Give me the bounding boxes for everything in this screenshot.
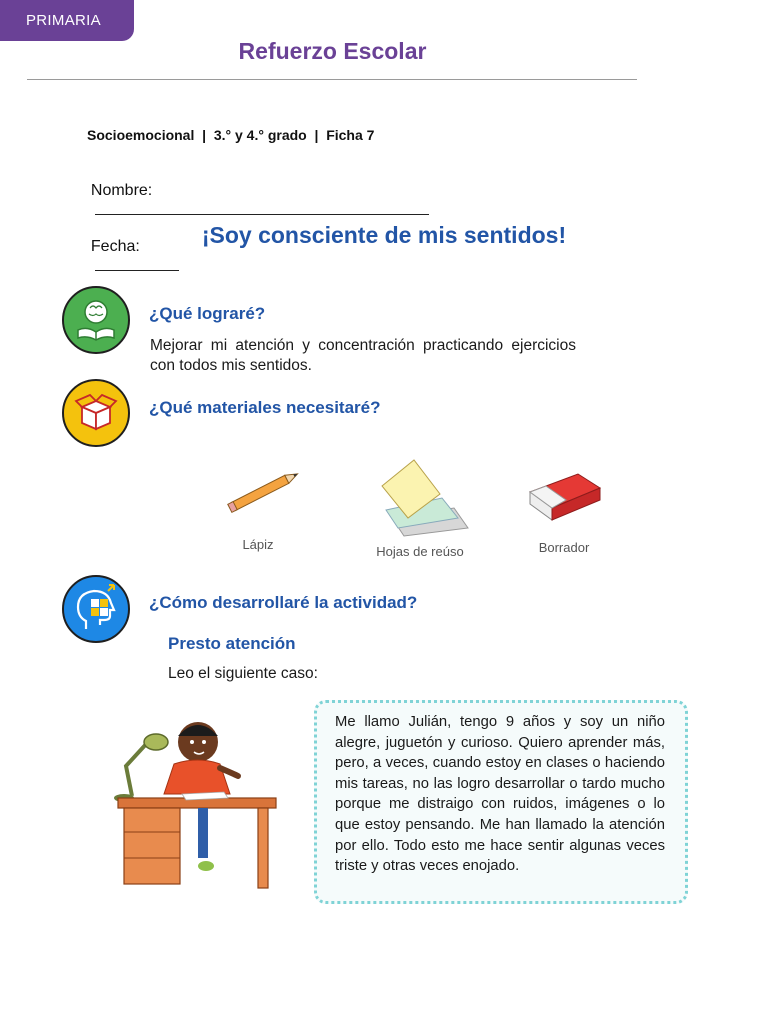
level-tab: PRIMARIA: [0, 0, 134, 41]
material-label: Hojas de reúso: [376, 544, 464, 559]
course-meta: Socioemocional | 3.° y 4.° grado | Ficha 7: [87, 127, 375, 143]
page-title: Refuerzo Escolar: [238, 38, 427, 64]
materials-title: ¿Qué materiales necesitaré?: [149, 398, 381, 417]
box-icon: [62, 379, 130, 447]
material-label: Borrador: [538, 540, 590, 555]
pencil-icon: [218, 470, 308, 514]
paper-sheets-icon: [378, 458, 474, 538]
brain-book-icon: [62, 286, 130, 354]
title-divider: [27, 79, 637, 80]
date-label: Fecha:: [90, 238, 140, 255]
activity-headline: ¡Soy consciente de mis sentidos!: [201, 222, 567, 248]
eraser-icon: [526, 470, 604, 524]
name-label: Nombre:: [90, 182, 153, 199]
activity-subtitle: Presto atención: [168, 634, 296, 653]
name-field[interactable]: [95, 200, 429, 215]
head-puzzle-icon: [62, 575, 130, 643]
name-date-line: [82, 164, 429, 276]
goal-text: Mejorar mi atención y concentración practicando ejercicios con todos mis sentidos.: [150, 337, 576, 374]
boy-at-desk-illustration: [112, 706, 282, 896]
date-field[interactable]: [95, 256, 179, 271]
activity-title: ¿Cómo desarrollaré la actividad?: [149, 593, 418, 612]
activity-intro: Leo el siguiente caso:: [168, 665, 318, 682]
story-text: Me llamo Julián, tengo 9 años y soy un niño alegre, juguetón y curioso. Quiero aprender más, pero, a veces, cuando estoy en clases o haciendo mis tareas, no las logro desarrollar o tardo mucho porque me distraigo con ruidos, imágenes o lo que estoy pensando. Me han llamado la atención por ello. Todo esto me hace sentir algunas veces triste y otras veces enojado.: [335, 714, 665, 875]
goal-title: ¿Qué lograré?: [149, 304, 266, 323]
material-label: Lápiz: [242, 537, 274, 552]
